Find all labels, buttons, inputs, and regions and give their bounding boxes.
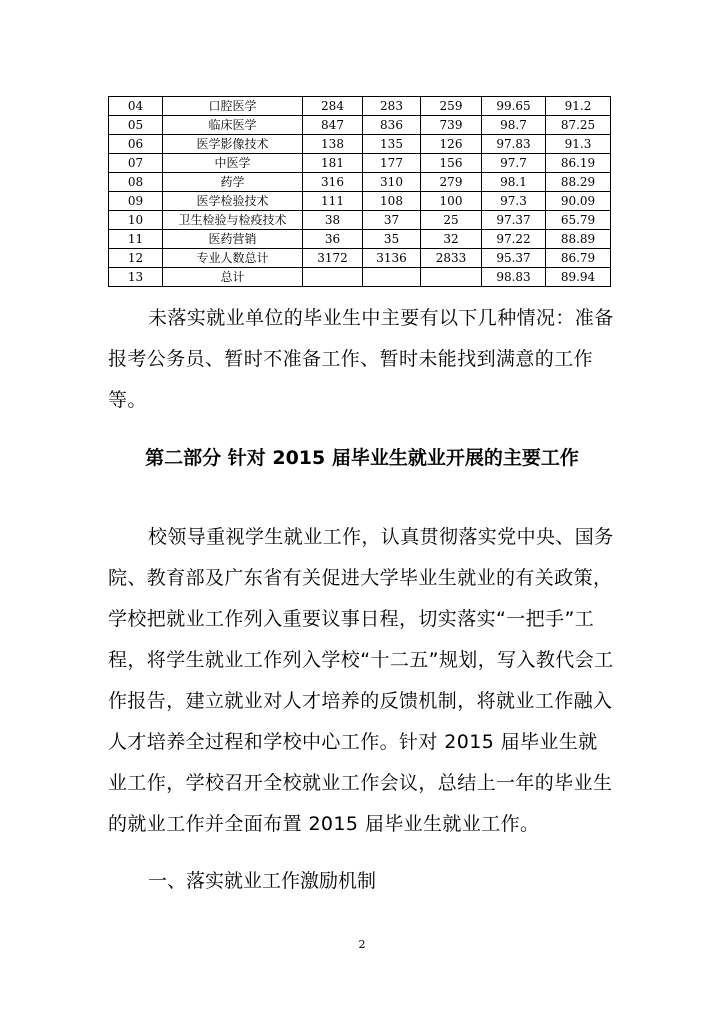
paragraph-unplaced-graduates: 未落实就业单位的毕业生中主要有以下几种情况：准备报考公务员、暂时不准备工作、暂时未能找到满意的工作等。 [108,307,614,411]
table-cell-no: 11 [109,230,163,249]
table-cell-d: 98.83 [482,268,546,287]
table-cell-c: 259 [421,97,482,116]
table-row [109,97,611,116]
table-row [109,135,611,154]
table-cell-name: 医学影像技术 [163,135,303,154]
table-cell-d: 97.7 [482,154,546,173]
page-number: 2 [358,938,366,951]
table-cell-b: 108 [363,192,421,211]
table-cell-e: 89.94 [546,268,611,287]
table-cell-name: 医学检验技术 [163,192,303,211]
table-cell-no: 13 [109,268,163,287]
table-cell-a: 138 [303,135,363,154]
table-cell-no: 04 [109,97,163,116]
table-cell-d: 98.1 [482,173,546,192]
table-cell-a [303,268,363,287]
table-cell-a: 38 [303,211,363,230]
table-cell-name: 中医学 [163,154,303,173]
table-cell-e: 86.79 [546,249,611,268]
subheading-incentive: 一、落实就业工作激励机制 [148,870,377,892]
table-row [109,192,611,211]
table-row [109,173,611,192]
table-cell-e: 88.89 [546,230,611,249]
table-cell-b: 310 [363,173,421,192]
table-cell-no: 07 [109,154,163,173]
table-cell-e: 87.25 [546,116,611,135]
table-cell-d: 95.37 [482,249,546,268]
table-cell-b: 35 [363,230,421,249]
table-cell-d: 97.22 [482,230,546,249]
table-cell-d: 97.37 [482,211,546,230]
table-row [109,249,611,268]
table-cell-d: 97.3 [482,192,546,211]
table-cell-name: 口腔医学 [163,97,303,116]
table-cell-a: 847 [303,116,363,135]
table-cell-b: 37 [363,211,421,230]
table-cell-c: 2833 [421,249,482,268]
table-cell-name: 专业人数总计 [163,249,303,268]
table-cell-a: 181 [303,154,363,173]
table-cell-e: 86.19 [546,154,611,173]
paragraph-leadership: 校领导重视学生就业工作，认真贯彻落实党中央、国务院、教育部及广东省有关促进大学毕业生就业的有关政策，学校把就业工作列入重要议事日程，切实落实“一把手”工程，将学生就业工作列入学校“十二五”规划，写入教代会工作报告，建立就业对人才培养的反馈机制，将就业工作融入人才培养全过程和学校中心工作。针对 2015 届毕业生就业工作，学校召开全校就业工作会议，总结上一年的毕业生的就业工作并全面布置 2015 届毕业生就业工作。 [108,526,614,835]
table-cell-e: 90.09 [546,192,611,211]
table-cell-e: 88.29 [546,173,611,192]
table-cell-d: 97.83 [482,135,546,154]
employment-stats-table [108,96,611,287]
table-cell-c [421,268,482,287]
table-cell-a: 316 [303,173,363,192]
table-cell-b: 3136 [363,249,421,268]
table-row [109,211,611,230]
table-cell-a: 36 [303,230,363,249]
table-cell-no: 09 [109,192,163,211]
table-cell-c: 100 [421,192,482,211]
table-cell-e: 91.2 [546,97,611,116]
table-cell-name: 卫生检验与检疫技术 [163,211,303,230]
table-cell-a: 284 [303,97,363,116]
table-cell-no: 06 [109,135,163,154]
table-cell-no: 12 [109,249,163,268]
table-cell-c: 25 [421,211,482,230]
table-cell-b: 836 [363,116,421,135]
table-cell-c: 126 [421,135,482,154]
table-row [109,116,611,135]
table-cell-d: 98.7 [482,116,546,135]
table-cell-c: 279 [421,173,482,192]
table-cell-b [363,268,421,287]
section-heading: 第二部分 针对 2015 届毕业生就业开展的主要工作 [145,447,579,469]
table-cell-c: 32 [421,230,482,249]
table-cell-c: 739 [421,116,482,135]
table-cell-a: 111 [303,192,363,211]
table-cell-b: 283 [363,97,421,116]
table-cell-name: 总计 [163,268,303,287]
table-cell-d: 99.65 [482,97,546,116]
table-cell-e: 91.3 [546,135,611,154]
table-cell-no: 08 [109,173,163,192]
table-cell-name: 医药营销 [163,230,303,249]
table-body [109,97,611,287]
table-cell-no: 05 [109,116,163,135]
table-cell-b: 177 [363,154,421,173]
table-row [109,154,611,173]
table-cell-a: 3172 [303,249,363,268]
table-cell-no: 10 [109,211,163,230]
table-cell-e: 65.79 [546,211,611,230]
table-cell-name: 药学 [163,173,303,192]
table-row [109,230,611,249]
table-row [109,268,611,287]
table-cell-c: 156 [421,154,482,173]
table-cell-b: 135 [363,135,421,154]
table-cell-name: 临床医学 [163,116,303,135]
